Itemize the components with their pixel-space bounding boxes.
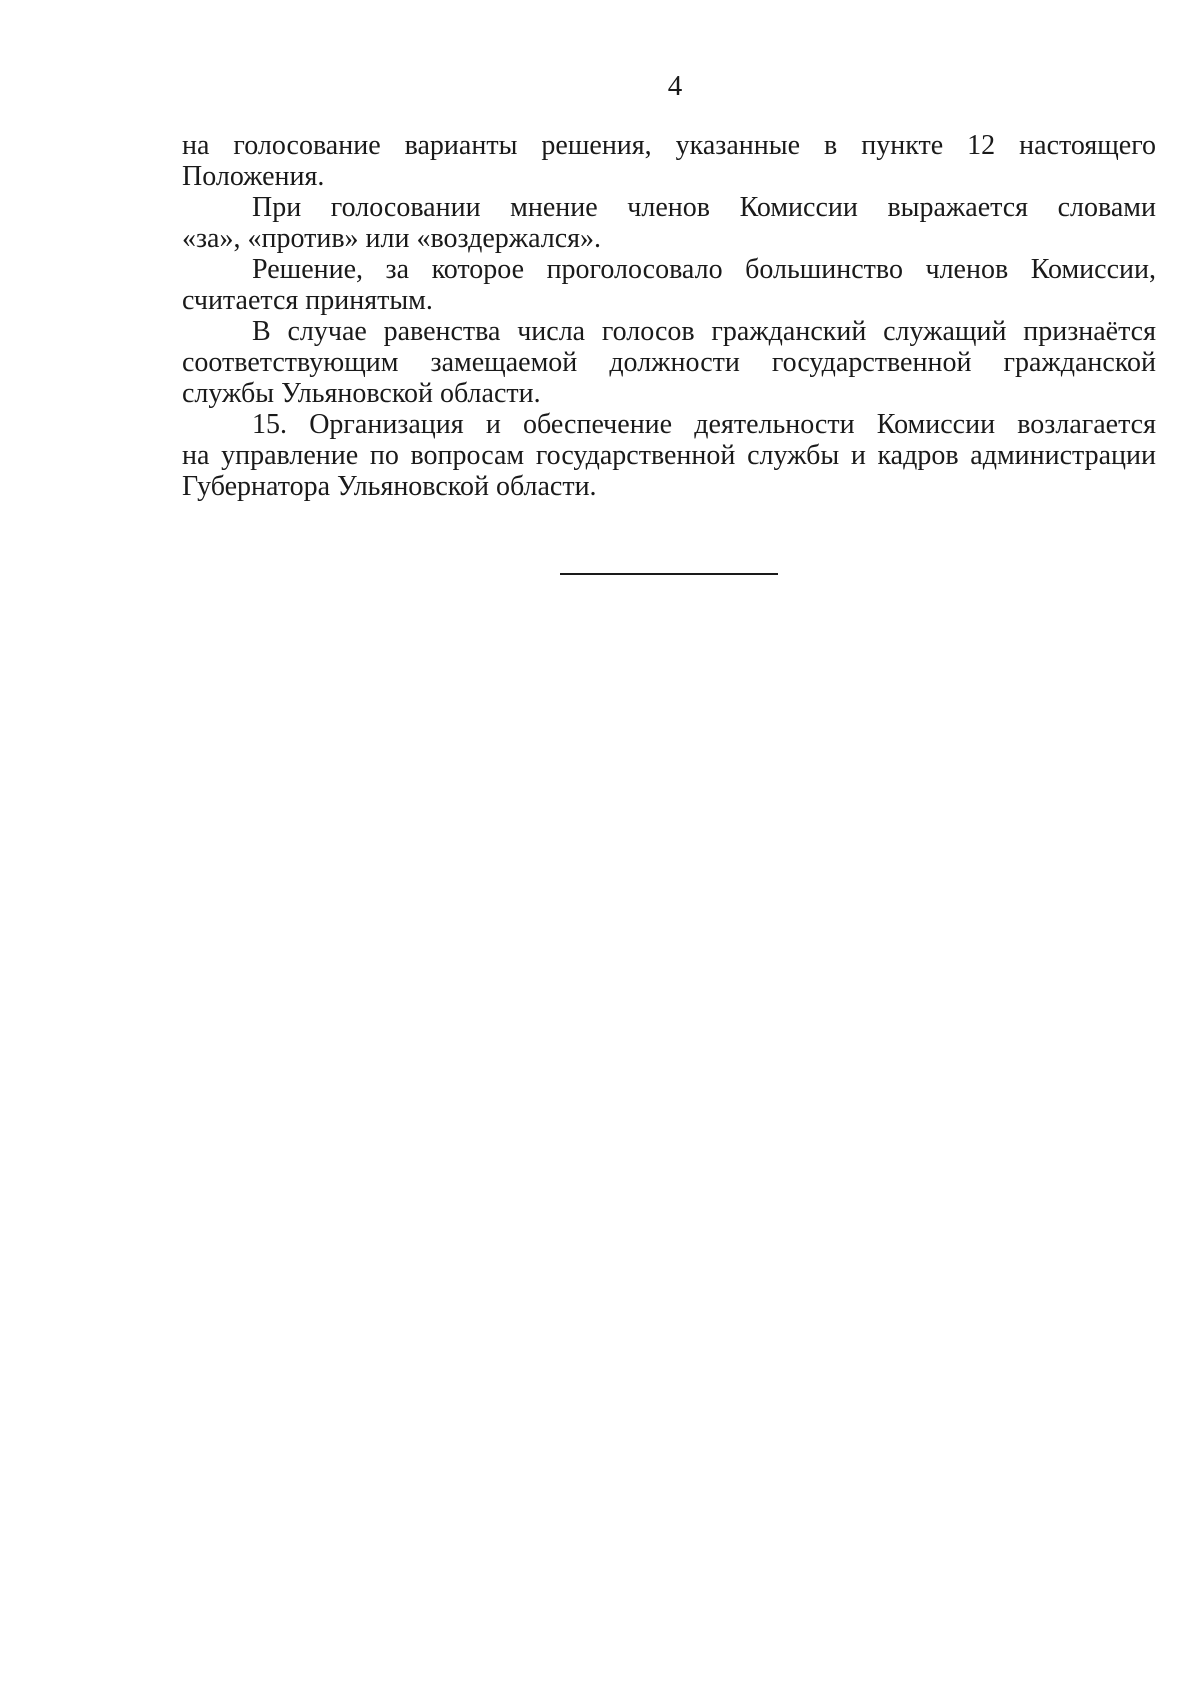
page-number: 4 [667, 70, 683, 102]
paragraph-tie-vote [182, 316, 1156, 409]
text-line: на управление по вопросам государственной службы и кадров администрации [182, 440, 1156, 471]
text-line: считается принятым. [182, 285, 433, 316]
end-of-document-divider [560, 573, 778, 575]
text-line: соответствующим замещаемой должности государственной гражданской [182, 347, 1156, 378]
paragraph-voting-options [182, 130, 1156, 192]
text-line: Решение, за которое проголосовало большинство членов Комиссии, [252, 254, 1156, 285]
paragraph-15-organization [182, 409, 1156, 502]
text-line: Положения. [182, 161, 325, 192]
text-line: 15. Организация и обеспечение деятельности Комиссии возлагается [252, 409, 1156, 440]
text-line: При голосовании мнение членов Комиссии выражается словами [252, 192, 1156, 223]
text-line: «за», «против» или «воздержался». [182, 223, 602, 254]
text-line: службы Ульяновской области. [182, 378, 541, 409]
paragraph-vote-expression [182, 192, 1156, 254]
paragraph-decision-adopted [182, 254, 1156, 316]
document-body [182, 130, 1156, 502]
text-line: на голосование варианты решения, указанные в пункте 12 настоящего [182, 130, 1156, 161]
text-line: Губернатора Ульяновской области. [182, 471, 597, 502]
text-line: В случае равенства числа голосов гражданский служащий признаётся [252, 316, 1156, 347]
